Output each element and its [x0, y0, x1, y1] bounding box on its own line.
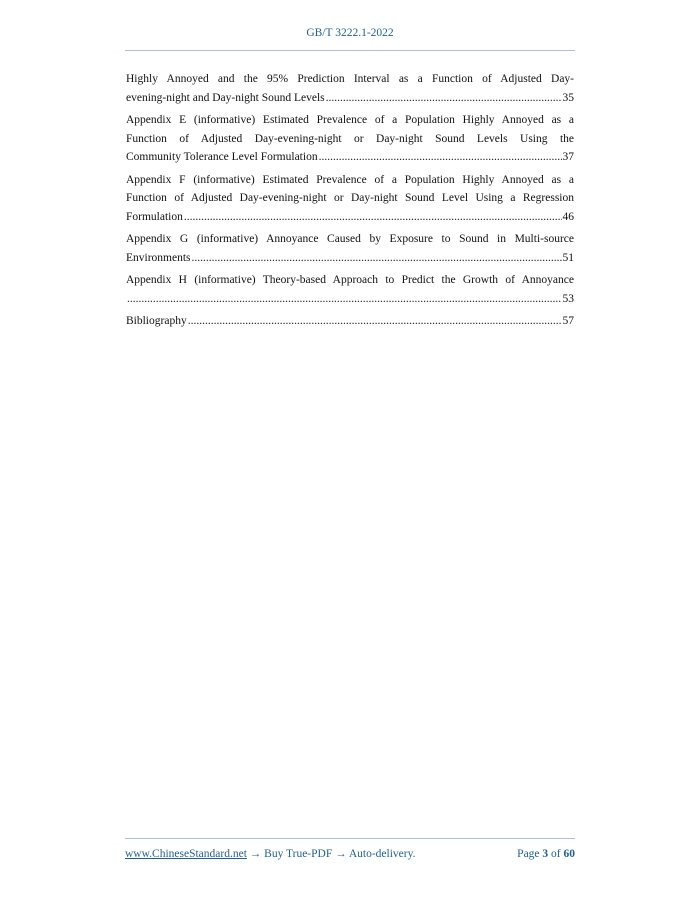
footer-promo: [125, 848, 415, 860]
table-of-contents: [126, 70, 574, 335]
toc-entry-text: Environments: [126, 251, 191, 264]
toc-entry-text: Appendix F (informative) Estimated Prevalence of a Population Highly Annoyed as a: [126, 173, 574, 186]
toc-entry-text: Formulation: [126, 210, 183, 223]
page-indicator: [517, 848, 575, 860]
toc-entry[interactable]: [126, 230, 574, 267]
toc-entry-text: Community Tolerance Level Formulation: [126, 151, 318, 163]
toc-entry[interactable]: [126, 171, 574, 227]
toc-entry-text: Highly Annoyed and the 95% Prediction Interval as a Function of Adjusted Day-: [126, 73, 574, 85]
toc-page-number: 35: [562, 91, 574, 104]
toc-entry-text: Function of Adjusted Day-evening-night or Day-night Sound Levels Using the: [126, 132, 574, 145]
toc-leader-dots: [319, 148, 562, 167]
toc-entry[interactable]: [126, 70, 574, 107]
toc-page-number: 51: [562, 251, 574, 264]
toc-page-number: 57: [562, 315, 574, 327]
toc-entry-text: Bibliography: [126, 315, 187, 327]
toc-page-number: 53: [562, 292, 574, 305]
page-of-label: of: [551, 848, 561, 860]
footer-divider: [125, 838, 575, 839]
total-pages-number: 60: [563, 848, 575, 860]
toc-entry-text: Function of Adjusted Day-evening-night or Day-night Sound Level Using a Regression: [126, 192, 574, 204]
toc-entry[interactable]: [126, 111, 574, 167]
toc-leader-dots: [188, 312, 562, 331]
page-label: Page: [517, 848, 540, 860]
toc-page-number: 46: [562, 210, 574, 223]
toc-leader-dots: [184, 208, 562, 227]
toc-entry[interactable]: [126, 271, 574, 308]
toc-entry-text: evening-night and Day-night Sound Levels: [126, 91, 325, 104]
toc-leader-dots: [326, 89, 562, 108]
toc-entry-text: Appendix H (informative) Theory-based Approach to Predict the Growth of Annoyance: [126, 274, 574, 286]
page-footer: [125, 848, 575, 860]
toc-leader-dots: [192, 249, 562, 268]
toc-entry-text: Appendix E (informative) Estimated Prevalence of a Population Highly Annoyed as a: [126, 114, 574, 126]
running-header: GB/T 3222.1-2022: [306, 27, 394, 39]
toc-page-number: 37: [562, 151, 574, 163]
toc-entry[interactable]: [126, 312, 574, 331]
footer-tagline: → Buy True-PDF → Auto-delivery.: [246, 848, 416, 860]
website-link[interactable]: www.ChineseStandard.net: [125, 848, 247, 860]
toc-entry-text: Appendix G (informative) Annoyance Caused by Exposure to Sound in Multi-source: [126, 233, 574, 245]
toc-leader-dots: [127, 290, 562, 309]
current-page-number: 3: [542, 848, 549, 860]
header-divider: [125, 50, 575, 51]
